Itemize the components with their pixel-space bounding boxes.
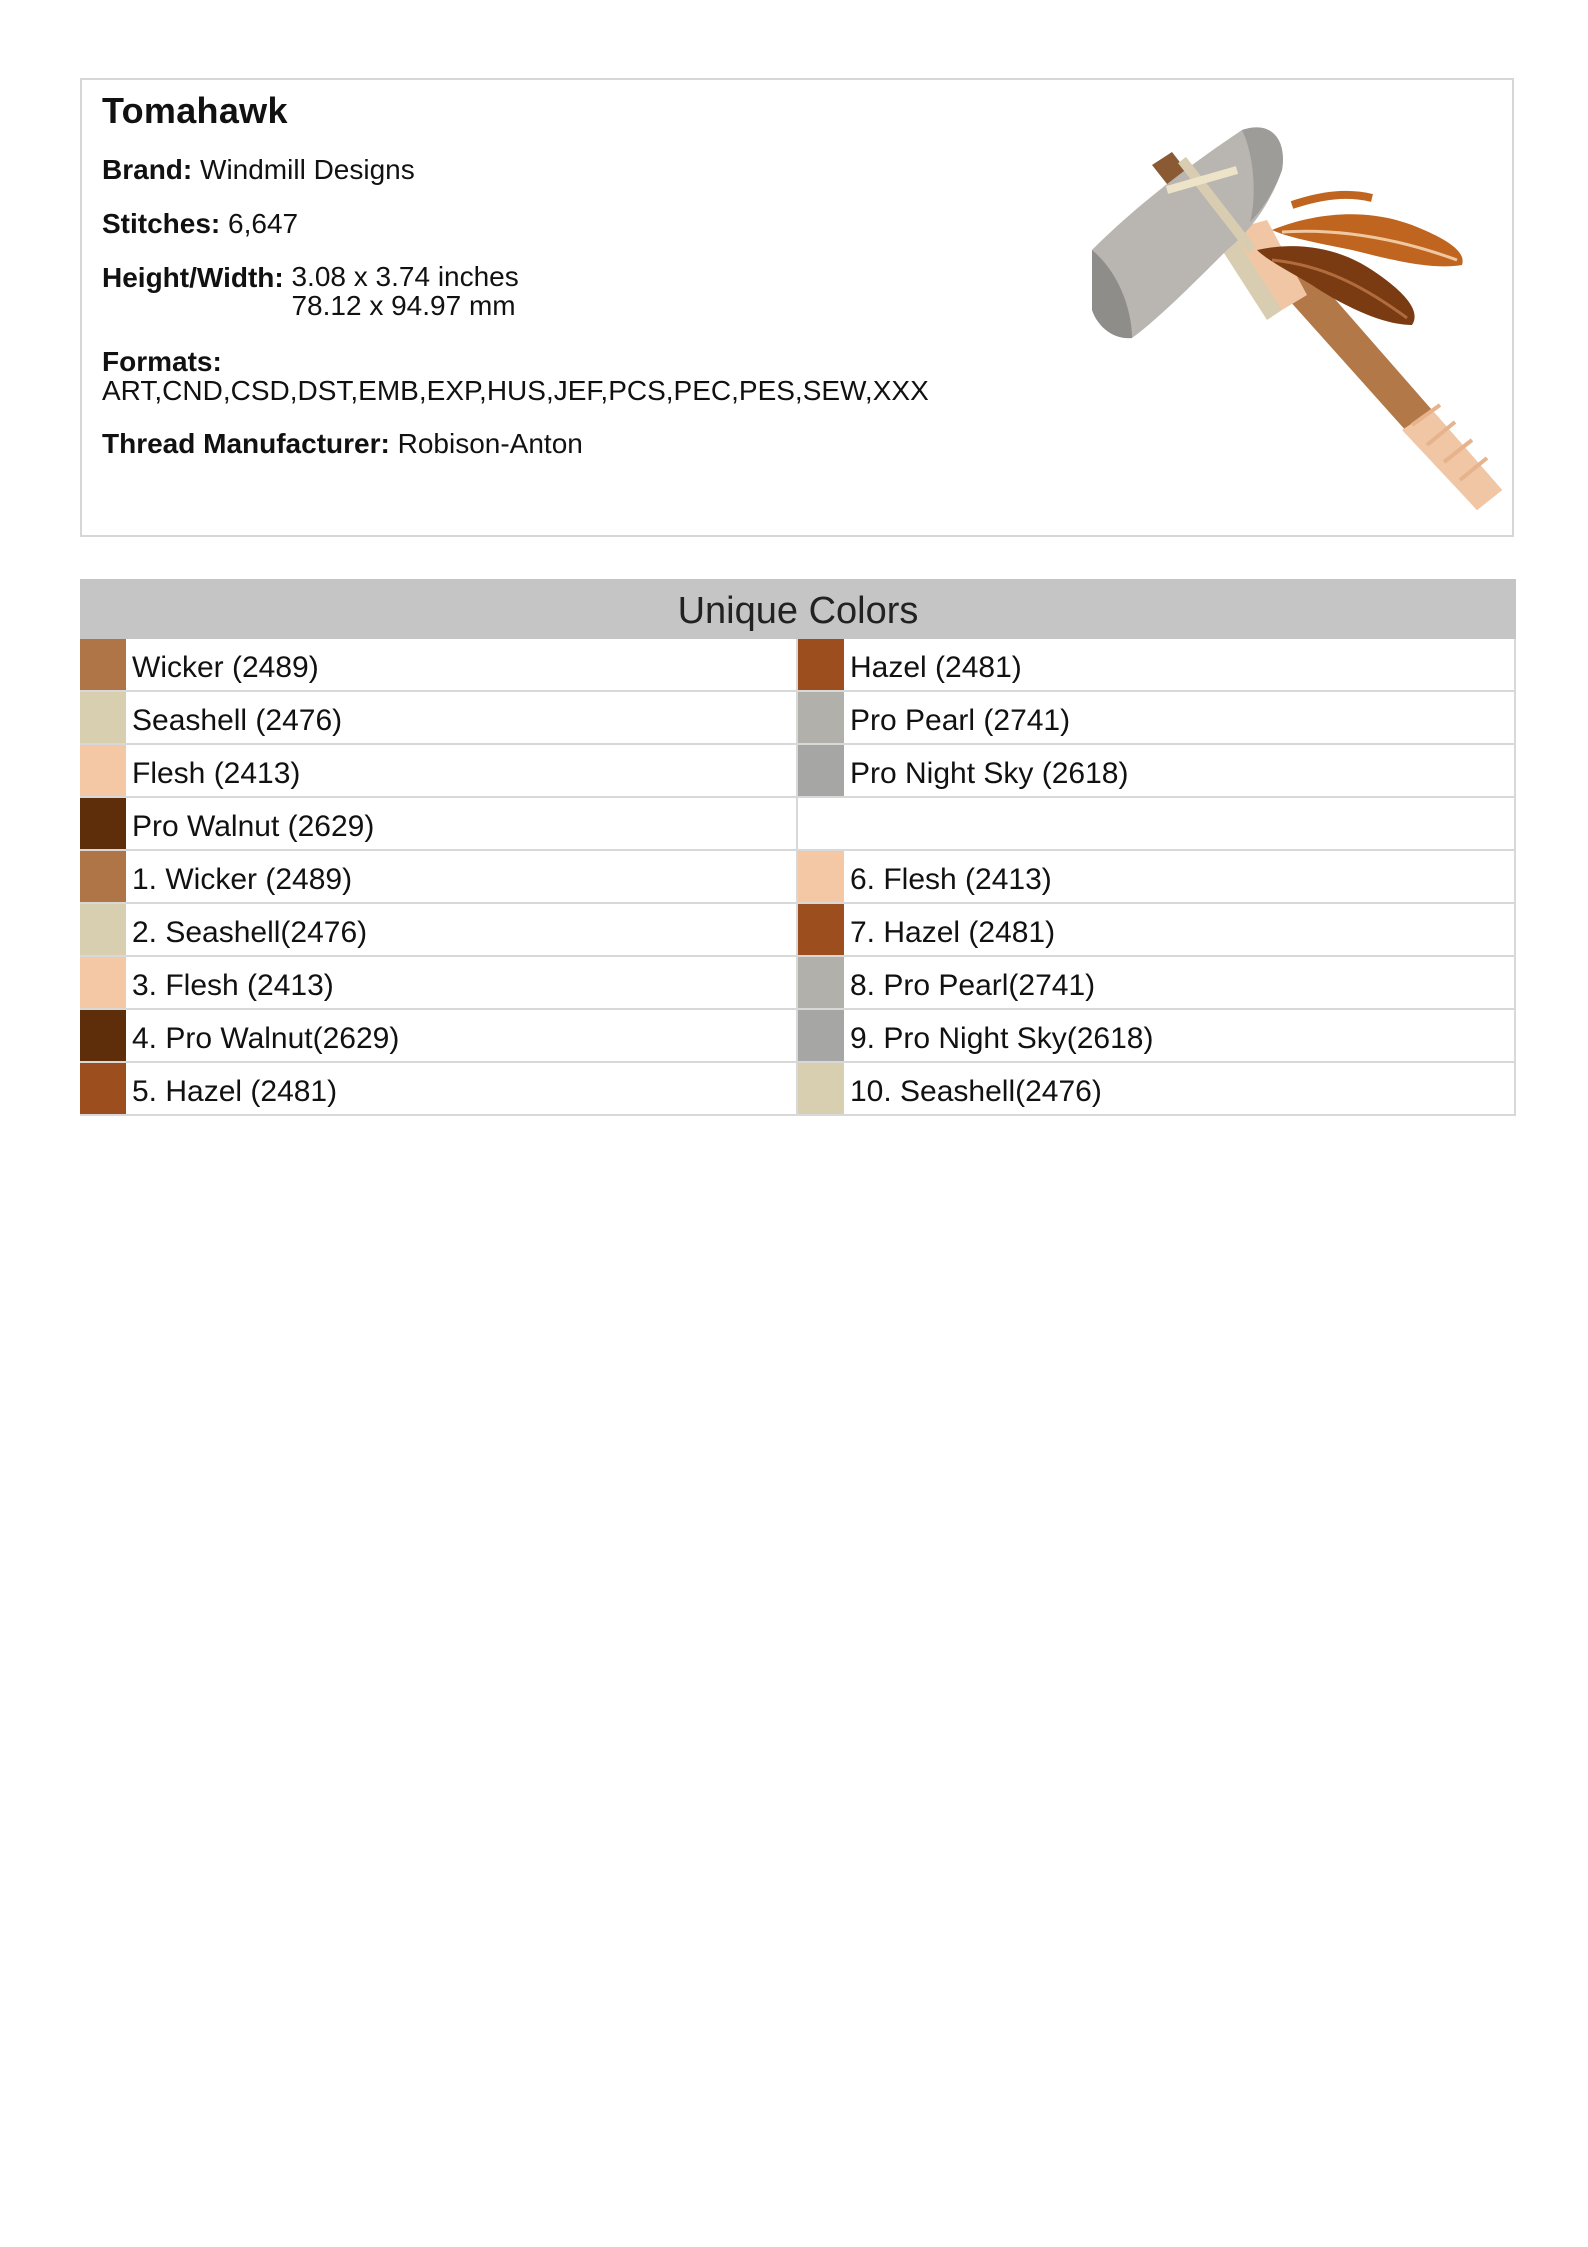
sequence-color-row: [798, 1010, 1516, 1063]
color-name: Seashell (2476): [132, 703, 343, 737]
color-name: 10. Seashell(2476): [850, 1074, 1102, 1108]
unique-color-row: [798, 639, 1516, 692]
color-swatch: [80, 957, 126, 1008]
formats-value: ART,CND,CSD,DST,EMB,EXP,HUS,JEF,PCS,PEC,PES,SEW,XXX: [102, 375, 929, 406]
thread-label: Thread Manufacturer:: [102, 428, 390, 459]
color-swatch: [798, 1010, 844, 1061]
color-swatch: [798, 639, 844, 690]
stitches-value: 6,647: [228, 208, 299, 239]
color-name: 6. Flesh (2413): [850, 862, 1052, 896]
brand-label: Brand:: [102, 154, 193, 185]
empty-cell: [798, 798, 1516, 851]
sequence-color-row: [798, 904, 1516, 957]
color-swatch: [80, 851, 126, 902]
unique-color-row: [80, 798, 798, 851]
design-title: Tomahawk: [102, 90, 288, 131]
color-name: Pro Pearl (2741): [850, 703, 1071, 737]
unique-color-row: [80, 639, 798, 692]
color-swatch: [80, 904, 126, 955]
thread-value: Robison-Anton: [397, 428, 583, 459]
brand-row: [102, 154, 1042, 186]
size-values: [291, 262, 518, 320]
brand-value: Windmill Designs: [200, 154, 415, 185]
tomahawk-image: [982, 100, 1582, 530]
color-swatch: [798, 851, 844, 902]
color-name: 5. Hazel (2481): [132, 1074, 338, 1108]
unique-color-row: [80, 692, 798, 745]
color-name: Pro Night Sky (2618): [850, 756, 1129, 790]
color-name: Flesh (2413): [132, 756, 301, 790]
unique-colors-grid: [80, 639, 1516, 851]
sequence-color-row: [80, 957, 798, 1010]
stitches-label: Stitches:: [102, 208, 221, 239]
sequence-color-row: [798, 851, 1516, 904]
size-label: Height/Width:: [102, 262, 284, 293]
unique-color-row: [798, 745, 1516, 798]
color-swatch: [798, 745, 844, 796]
size-inches: 3.08 x 3.74 inches: [291, 261, 519, 292]
color-name: Pro Walnut (2629): [132, 809, 375, 843]
color-swatch: [798, 1063, 844, 1114]
size-mm: 78.12 x 94.97 mm: [291, 290, 516, 321]
sequence-color-row: [80, 1010, 798, 1063]
sequence-color-row: [798, 957, 1516, 1010]
color-swatch: [80, 745, 126, 796]
design-details: [102, 90, 1042, 482]
color-name: 7. Hazel (2481): [850, 915, 1056, 949]
unique-color-row: [80, 745, 798, 798]
color-name: Hazel (2481): [850, 650, 1022, 684]
color-name: 9. Pro Night Sky(2618): [850, 1021, 1154, 1055]
sequence-color-row: [798, 1063, 1516, 1116]
sequence-color-row: [80, 851, 798, 904]
thread-row: [102, 428, 1042, 460]
sequence-color-row: [80, 1063, 798, 1116]
color-name: 8. Pro Pearl(2741): [850, 968, 1096, 1002]
colors-header: Unique Colors: [80, 579, 1516, 639]
formats-label: Formats:: [102, 346, 222, 377]
color-name: 2. Seashell(2476): [132, 915, 368, 949]
color-swatch: [80, 639, 126, 690]
color-name: 3. Flesh (2413): [132, 968, 334, 1002]
stitches-row: [102, 208, 1042, 240]
color-swatch: [80, 798, 126, 849]
color-swatch: [798, 904, 844, 955]
color-name: 1. Wicker (2489): [132, 862, 353, 896]
size-row: [102, 262, 1042, 320]
color-swatch: [80, 1010, 126, 1061]
color-sequence-grid: [80, 851, 1516, 1116]
unique-color-row: [798, 692, 1516, 745]
colors-table: [80, 579, 1516, 1116]
color-swatch: [80, 692, 126, 743]
color-swatch: [798, 957, 844, 1008]
color-name: 4. Pro Walnut(2629): [132, 1021, 400, 1055]
color-swatch: [798, 692, 844, 743]
design-info-card: [80, 78, 1514, 537]
color-swatch: [80, 1063, 126, 1114]
formats-row: [102, 348, 1042, 406]
color-name: Wicker (2489): [132, 650, 319, 684]
sequence-color-row: [80, 904, 798, 957]
